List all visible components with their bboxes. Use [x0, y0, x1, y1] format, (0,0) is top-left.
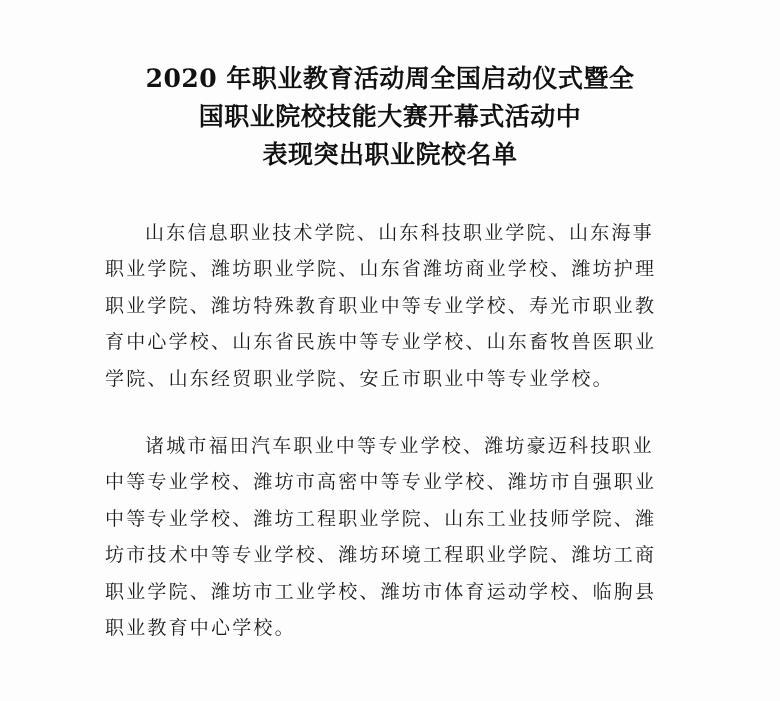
paragraph-2-line: 中等专业学校、潍坊市高密中等专业学校、潍坊市自强职业 — [105, 471, 657, 494]
paragraph-2-line: 职业学院、潍坊市工业学校、潍坊市体育运动学校、临朐县 — [105, 580, 657, 603]
paragraph-1-line: 山东信息职业技术学院、山东科技职业学院、山东海事 — [145, 222, 654, 244]
title-line-2: 国职业院校技能大赛开幕式活动中 — [198, 102, 582, 131]
paragraph-1-line: 育中心学校、山东省民族中等专业学校、山东畜牧兽医职业 — [105, 331, 657, 354]
paragraph-1-line: 职业学院、潍坊特殊教育职业中等专业学校、寿光市职业教 — [105, 294, 657, 317]
paragraph-1-line: 职业学院、潍坊职业学院、山东省潍坊商业学校、潍坊护理 — [105, 258, 657, 281]
school-list-paragraph-1 — [105, 215, 665, 397]
paragraph-2-line: 职业教育中心学校。 — [105, 617, 296, 640]
title-line-3: 表现突出职业院校名单 — [262, 140, 518, 169]
title-line-1: 2020 年职业教育活动周全国启动仪式暨全 — [145, 64, 635, 93]
paragraph-2-line: 中等专业学校、潍坊工程职业学院、山东工业技师学院、潍 — [105, 507, 657, 530]
school-list-paragraph-2 — [105, 428, 665, 646]
paragraph-2-line: 坊市技术中等专业学校、潍坊环境工程职业学院、潍坊工商 — [105, 544, 657, 567]
paragraph-1-line: 学院、山东经贸职业学院、安丘市职业中等专业学校。 — [105, 367, 614, 390]
document-title — [60, 60, 720, 174]
paragraph-2-line: 诸城市福田汽车职业中等专业学校、潍坊豪迈科技职业 — [145, 435, 654, 457]
